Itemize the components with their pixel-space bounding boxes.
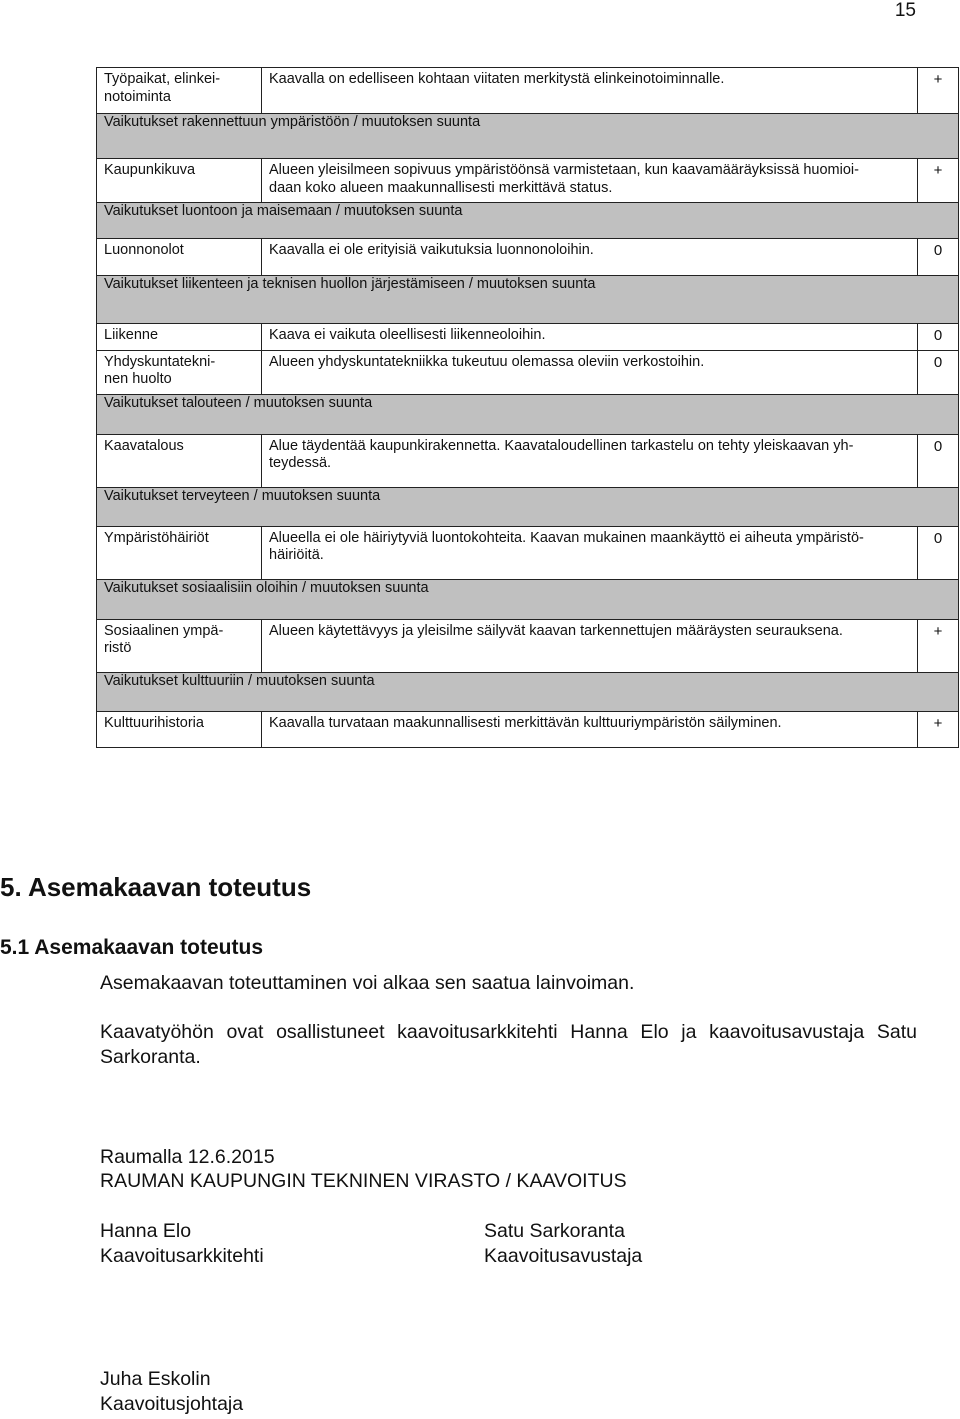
section-header-row <box>97 276 959 324</box>
section-header-text: Vaikutukset liikenteen ja teknisen huollon järjestämiseen / muutoksen suunta <box>104 276 596 292</box>
impact-table-body <box>97 68 959 748</box>
impact-description-cell: Kaavalla ei ole erityisiä vaikutuksia luonnonoloihin. <box>262 239 918 276</box>
section-header-text: Vaikutukset terveyteen / muutoksen suunta <box>104 487 381 504</box>
section-header-cell <box>97 672 959 711</box>
table-row <box>97 434 959 487</box>
table-row <box>97 619 959 672</box>
section-header-cell <box>97 203 959 239</box>
section-header-text: Vaikutukset talouteen / muutoksen suunta <box>104 394 373 411</box>
table-row <box>97 324 959 351</box>
page-number: 15 <box>894 0 916 21</box>
section-header-row <box>97 487 959 526</box>
impact-score-cell: 0 <box>918 434 959 487</box>
section-heading: 5. Asemakaavan toteutus <box>0 872 312 902</box>
impact-score-cell: + <box>918 619 959 672</box>
section-header-row <box>97 579 959 619</box>
table-row <box>97 711 959 747</box>
section-header-row <box>97 672 959 711</box>
impact-description-cell: Alueen yhdyskuntatekniikka tukeutuu olemassa oleviin verkostoihin. <box>262 350 918 394</box>
impact-label-cell: Luonnonolot <box>97 239 262 276</box>
section-header-row <box>97 114 959 159</box>
impact-label-cell: Kulttuurihistoria <box>97 711 262 747</box>
impact-label-cell: Työpaikat, elinkei- notoiminta <box>97 68 262 114</box>
table-row <box>97 526 959 579</box>
impact-label-cell: Kaavatalous <box>97 434 262 487</box>
section-header-text: Vaikutukset kulttuuriin / muutoksen suunta <box>104 672 375 689</box>
impact-description-cell: Kaavalla on edelliseen kohtaan viitaten merkitystä elinkeinotoiminnalle. <box>262 68 918 114</box>
signatory-name: Juha Eskolin <box>100 1368 211 1390</box>
impact-description-cell: Kaava ei vaikuta oleellisesti liikenneoloihin. <box>262 324 918 351</box>
table-row <box>97 159 959 203</box>
subsection-heading: 5.1 Asemakaavan toteutus <box>0 936 264 959</box>
section-header-row <box>97 394 959 434</box>
impact-description-cell: Kaavalla turvataan maakunnallisesti merkittävän kulttuuriympäristön säilyminen. <box>262 711 918 747</box>
impact-label-cell: Kaupunkikuva <box>97 159 262 203</box>
impact-score-cell: + <box>918 159 959 203</box>
impact-score-cell: 0 <box>918 239 959 276</box>
section-header-cell <box>97 276 959 324</box>
table-row <box>97 350 959 394</box>
section-header-cell <box>97 487 959 526</box>
signatory-name: Hanna Elo <box>100 1220 192 1242</box>
impact-label-cell: Yhdyskuntatekni- nen huolto <box>97 350 262 394</box>
participants-paragraph: Kaavatyöhön ovat osallistuneet kaavoitusarkkitehti Hanna Elo ja kaavoitusavustaja Satu Sarkoranta. <box>100 1021 917 1068</box>
impact-assessment-table <box>96 67 959 748</box>
impact-description-cell: Alueen käytettävyys ja yleisilme säilyvät kaavan tarkennettujen määräysten seurauksena. <box>262 619 918 672</box>
signatory-title: Kaavoitusarkkitehti <box>100 1245 264 1267</box>
impact-score-cell: 0 <box>918 526 959 579</box>
section-header-text: Vaikutukset rakennettuun ympäristöön / muutoksen suunta <box>104 114 481 130</box>
signatory-title: Kaavoitusavustaja <box>484 1245 643 1267</box>
implementation-paragraph: Asemakaavan toteuttaminen voi alkaa sen saatua lainvoiman. <box>100 972 635 994</box>
impact-score-cell: + <box>918 68 959 114</box>
section-header-row <box>97 203 959 239</box>
organization-name: RAUMAN KAUPUNGIN TEKNINEN VIRASTO / KAAVOITUS <box>100 1170 627 1192</box>
impact-label-cell: Ympäristöhäiriöt <box>97 526 262 579</box>
table-row <box>97 239 959 276</box>
signatory-name: Satu Sarkoranta <box>484 1220 625 1242</box>
impact-score-cell: 0 <box>918 350 959 394</box>
place-date: Raumalla 12.6.2015 <box>100 1146 275 1168</box>
impact-description-cell: Alue täydentää kaupunkirakennetta. Kaavataloudellinen tarkastelu on tehty yleiskaavan yh- teydessä. <box>262 434 918 487</box>
section-header-cell <box>97 114 959 159</box>
section-header-text: Vaikutukset sosiaalisiin oloihin / muutoksen suunta <box>104 579 429 596</box>
impact-description-cell: Alueella ei ole häiriytyviä luontokohteita. Kaavan mukainen maankäyttö ei aiheuta ympäristö- häiriöitä. <box>262 526 918 579</box>
signatory-title: Kaavoitusjohtaja <box>100 1393 244 1415</box>
impact-description-cell: Alueen yleisilmeen sopivuus ympäristöönsä varmistetaan, kun kaavamääräyksissä huomioi- daan koko alueen maakunnallisesti merkittävä status. <box>262 159 918 203</box>
section-header-text: Vaikutukset luontoon ja maisemaan / muutoksen suunta <box>104 203 463 219</box>
section-header-cell <box>97 579 959 619</box>
table-row <box>97 68 959 114</box>
impact-label-cell: Liikenne <box>97 324 262 351</box>
impact-score-cell: + <box>918 711 959 747</box>
section-header-cell <box>97 394 959 434</box>
impact-score-cell: 0 <box>918 324 959 351</box>
impact-label-cell: Sosiaalinen ympä- ristö <box>97 619 262 672</box>
